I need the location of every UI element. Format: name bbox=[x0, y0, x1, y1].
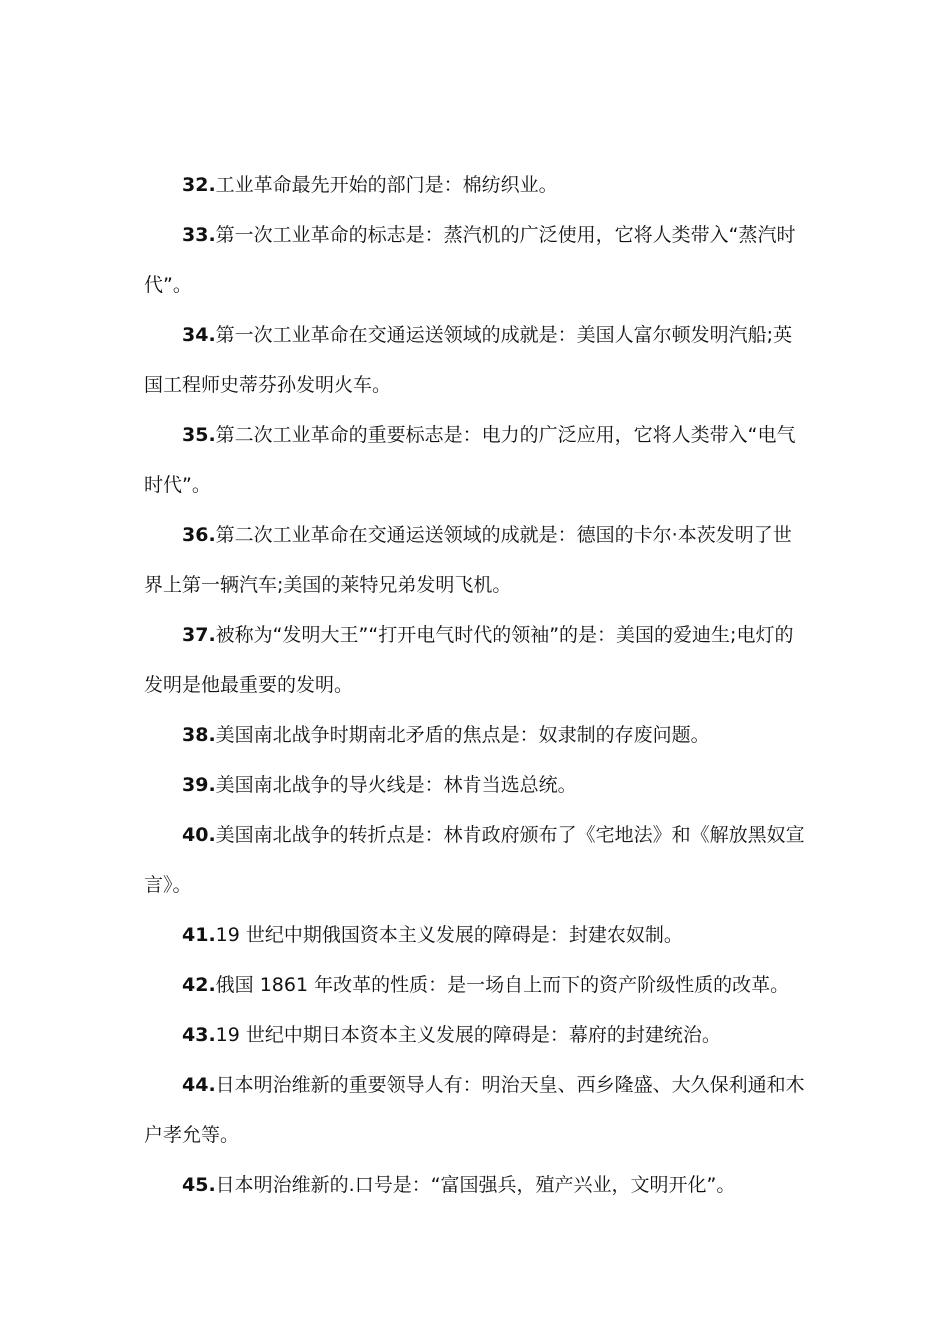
list-item-41 bbox=[144, 910, 806, 960]
item-text: 19 世纪中期俄国资本主义发展的障碍是：封建农奴制。 bbox=[215, 924, 683, 946]
item-number: 45. bbox=[182, 1174, 216, 1196]
list-item-45 bbox=[144, 1160, 806, 1210]
item-text: 日本明治维新的重要领导人有：明治天皇、西乡隆盛、大久保利通和木户孝允等。 bbox=[144, 1074, 805, 1146]
item-text: 第一次工业革命的标志是：蒸汽机的广泛使用，它将人类带入“蒸汽时代”。 bbox=[144, 224, 796, 296]
item-text: 俄国 1861 年改革的性质：是一场自上而下的资产阶级性质的改革。 bbox=[215, 974, 790, 996]
item-number: 40. bbox=[182, 824, 216, 846]
item-text: 日本明治维新的.口号是：“富国强兵，殖产兴业，文明开化”。 bbox=[215, 1174, 736, 1196]
item-text: 被称为“发明大王”“打开电气时代的领袖”的是：美国的爱迪生;电灯的发明是他最重要的发明。 bbox=[144, 624, 794, 696]
list-item-36 bbox=[144, 510, 806, 610]
list-item-43 bbox=[144, 1010, 806, 1060]
item-number: 42. bbox=[182, 974, 216, 996]
list-item-35 bbox=[144, 410, 806, 510]
list-item-34 bbox=[144, 310, 806, 410]
item-text: 工业革命最先开始的部门是：棉纺织业。 bbox=[215, 174, 558, 196]
item-number: 34. bbox=[182, 324, 216, 346]
item-text: 美国南北战争时期南北矛盾的焦点是：奴隶制的存废问题。 bbox=[215, 724, 710, 746]
list-item-32 bbox=[144, 160, 806, 210]
list-item-44 bbox=[144, 1060, 806, 1160]
item-text: 第二次工业革命在交通运送领域的成就是：德国的卡尔·本茨发明了世界上第一辆汽车;美国的莱特兄弟发明飞机。 bbox=[144, 524, 792, 596]
item-number: 33. bbox=[182, 224, 216, 246]
item-text: 美国南北战争的转折点是：林肯政府颁布了《宅地法》和《解放黑奴宣言》。 bbox=[144, 824, 805, 896]
item-number: 37. bbox=[182, 624, 216, 646]
list-item-37 bbox=[144, 610, 806, 710]
item-text: 第一次工业革命在交通运送领域的成就是：美国人富尔顿发明汽船;英国工程师史蒂芬孙发明火车。 bbox=[144, 324, 793, 396]
list-item-39 bbox=[144, 760, 806, 810]
item-text: 第二次工业革命的重要标志是：电力的广泛应用，它将人类带入“电气时代”。 bbox=[144, 424, 796, 496]
list-item-40 bbox=[144, 810, 806, 910]
item-number: 43. bbox=[182, 1024, 216, 1046]
item-number: 44. bbox=[182, 1074, 216, 1096]
item-number: 38. bbox=[182, 724, 216, 746]
item-number: 35. bbox=[182, 424, 216, 446]
item-text: 19 世纪中期日本资本主义发展的障碍是：幕府的封建统治。 bbox=[215, 1024, 721, 1046]
list-item-38 bbox=[144, 710, 806, 760]
item-number: 36. bbox=[182, 524, 216, 546]
item-number: 32. bbox=[182, 174, 216, 196]
list-item-42 bbox=[144, 960, 806, 1010]
question-list bbox=[144, 160, 806, 1210]
list-item-33 bbox=[144, 210, 806, 310]
item-text: 美国南北战争的导火线是：林肯当选总统。 bbox=[215, 774, 577, 796]
item-number: 41. bbox=[182, 924, 216, 946]
item-number: 39. bbox=[182, 774, 216, 796]
